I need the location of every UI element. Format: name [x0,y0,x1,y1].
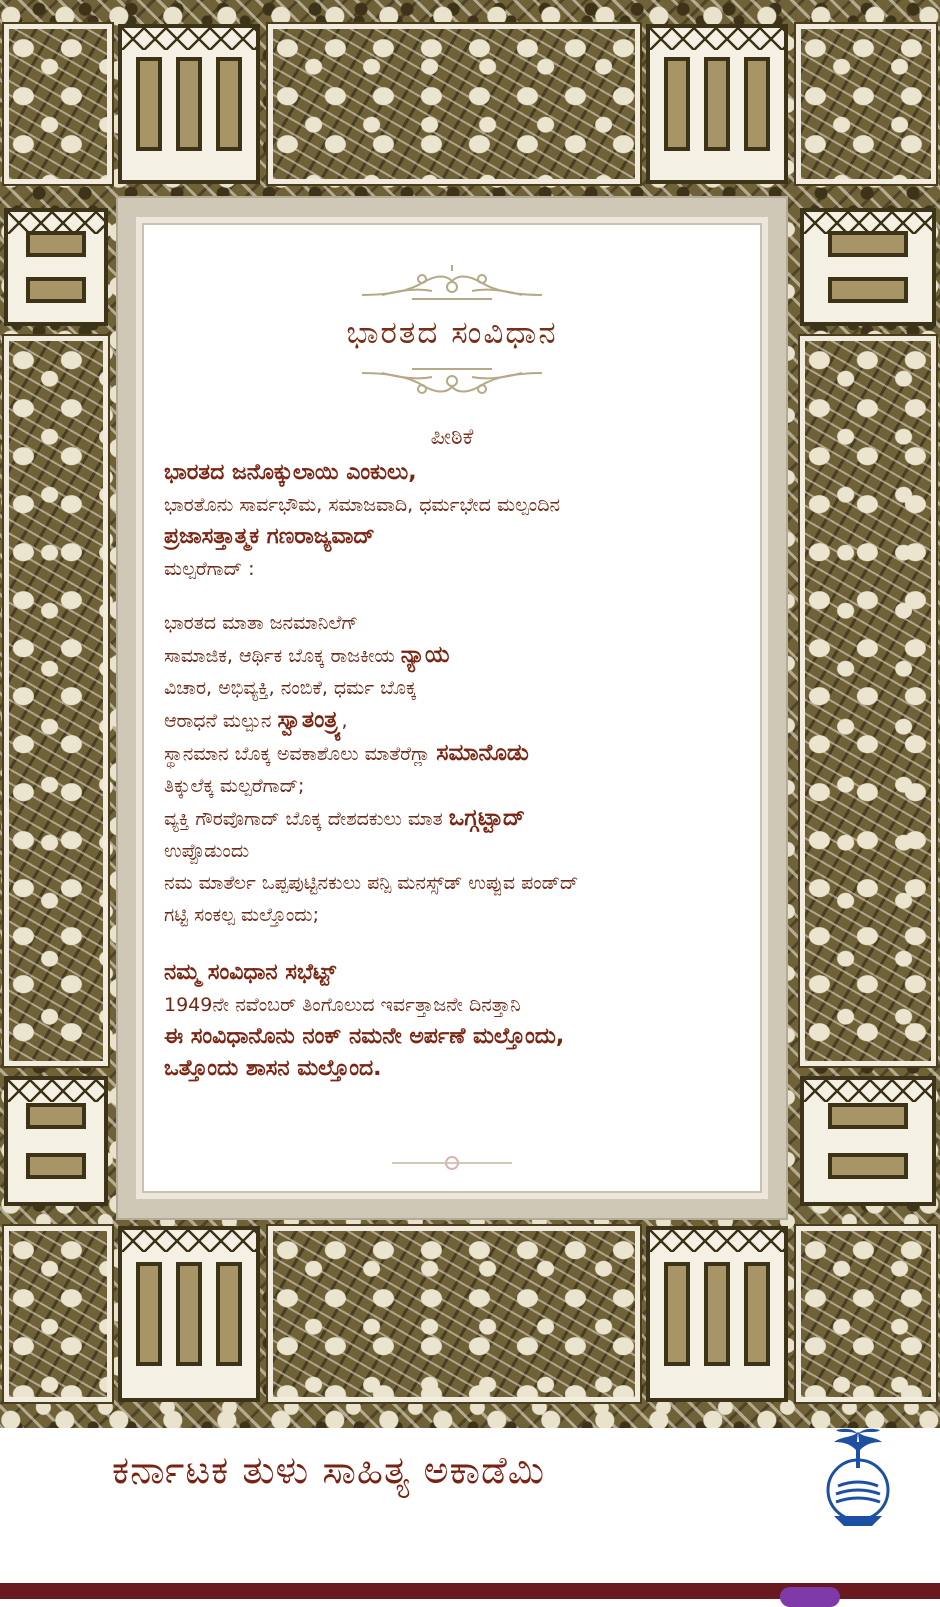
preamble-line: ಭಾರತೊನು ಸಾರ್ವಭೌಮ, ಸಮಾಜವಾದಿ, ಧರ್ಮಭೇದ ಮಲ್ಪಂದಿನ [164,494,561,516]
preamble-line [164,639,754,672]
preamble-line: ಗಟ್ಟಿ ಸಂಕಲ್ಪ ಮಲ್ತೊಂದು; [164,904,319,926]
line-text: ಸ್ಥಾನಮಾನ ಬೊಕ್ಕ ಅವಕಾಶೊಲು ಮಾತೆರೆಗ್ಲಾ [164,743,437,765]
bottom-bar [0,1583,940,1599]
line-text: ಸಾಮಾಜಿಕ, ಆರ್ಥಿಕ ಬೊಕ್ಕ ರಾಜಕೀಯ [164,645,401,667]
bottom-flourish-ornament [144,363,760,403]
frame-panel [646,1226,788,1402]
preamble-line [164,704,754,737]
frame-panel [4,208,108,326]
preamble-body [164,457,754,1085]
preamble-line: ತಿಕ್ಕುಲೆಕ್ಕ ಮಲ್ಪರೆಗಾದ್; [164,775,305,797]
frame-panel [646,24,788,184]
top-flourish-ornament [144,265,760,305]
preamble-line: ಒತ್ತೊಂದು ಶಾಸನ ಮಲ್ತೊಂದ. [164,1056,382,1081]
tulu-academy-logo-icon [812,1428,904,1528]
preamble-line: ಮಲ್ಪರೆಗಾದ್ : [164,558,255,580]
line-text: ಆರಾಧನೆ ಮಲ್ಪುನ [164,710,278,732]
frame-tile-floral [268,24,640,184]
frame-tile-floral-left [4,336,108,1066]
end-divider-ornament [144,1155,760,1171]
frame-panel [118,24,260,184]
preamble-line: 1949ನೇ ನವೆಂಬರ್ ತಿಂಗೊಲುದ ಇರ್ವತ್ತಾಜನೇ ದಿನತ್ತಾನಿ [164,994,521,1016]
preamble-document [142,223,762,1193]
line-text: , [341,710,348,732]
frame-panel [800,1076,936,1206]
preamble-line: ಈ ಸಂವಿಧಾನೊನು ನಂಕ್ ನಮನೇ ಅರ್ಪಣೆ ಮಲ್ತೊಂದು, [164,1024,565,1049]
preamble-line: ಉಪ್ಪೊಡುಂದು [164,840,250,862]
frame-tile-bottom-right [796,1226,936,1402]
document-title: ಭಾರತದ ಸಂವಿಧಾನ [346,315,558,351]
preamble-line: ನಮ್ಮ ಸಂವಿಧಾನ ಸಭೆಟ್ಟ್ [164,960,336,985]
keyword-fraternity: ಒಗ್ಗಟ್ಟಾದ್ [448,805,526,831]
preamble-line: ನಮ ಮಾತೆರ್ಲ ಒಪ್ಪಪುಟ್ಟಿನಕುಲು ಪನ್ಪಿ ಮನಸ್ಸ್‌ಡ್ ಉಪ್ಪುವ ಪಂಡ್‌ದ್ [164,872,579,894]
keyword-equality: ಸಮಾನೊಡು [436,740,529,766]
preamble-line: ಭಾರತದ ಜನೊಕ್ಕುಲಾಯಿ ಎಂಕುಲು, [164,460,417,485]
frame-panel [4,1076,108,1206]
preamble-line: ವಿಚಾರ, ಅಭಿವ್ಯಕ್ತಿ, ನಂಬಿಕೆ, ಧರ್ಮ ಬೊಕ್ಕ [164,677,417,699]
frame-panel [118,1226,260,1402]
frame-tile-floral-right [800,336,936,1066]
keyword-justice: ನ್ಯಾಯ [400,642,450,668]
frame-tile-elephant [796,24,936,184]
preamble-line [164,737,754,770]
frame-tile-floral-bottom [268,1226,640,1402]
bottom-indicator [780,1587,840,1607]
preamble-heading: ಪೀಠಿಕೆ [430,425,474,450]
preamble-line [164,802,754,835]
academy-name: ಕರ್ನಾಟಕ ತುಳು ಸಾಹಿತ್ಯ ಅಕಾಡೆಮಿ [112,1448,546,1492]
preamble-line: ಪ್ರಜಾಸತ್ತಾತ್ಮಕ ಗಣರಾಜ್ಯವಾದ್ [164,524,375,549]
frame-panel [800,208,936,326]
frame-tile-bottom-left [4,1226,112,1402]
keyword-liberty: ಸ್ವಾತಂತ್ರ್ಯ [277,707,342,733]
line-text: ವ್ಯಕ್ತಿ ಗೌರವೊಗಾದ್ ಬೊಕ್ಕ ದೇಶದಕುಲು ಮಾತ [164,808,449,830]
preamble-line: ಭಾರತದ ಮಾತಾ ಜನಮಾನಿಲೆಗ್ [164,612,358,634]
frame-tile-ox [4,24,112,184]
